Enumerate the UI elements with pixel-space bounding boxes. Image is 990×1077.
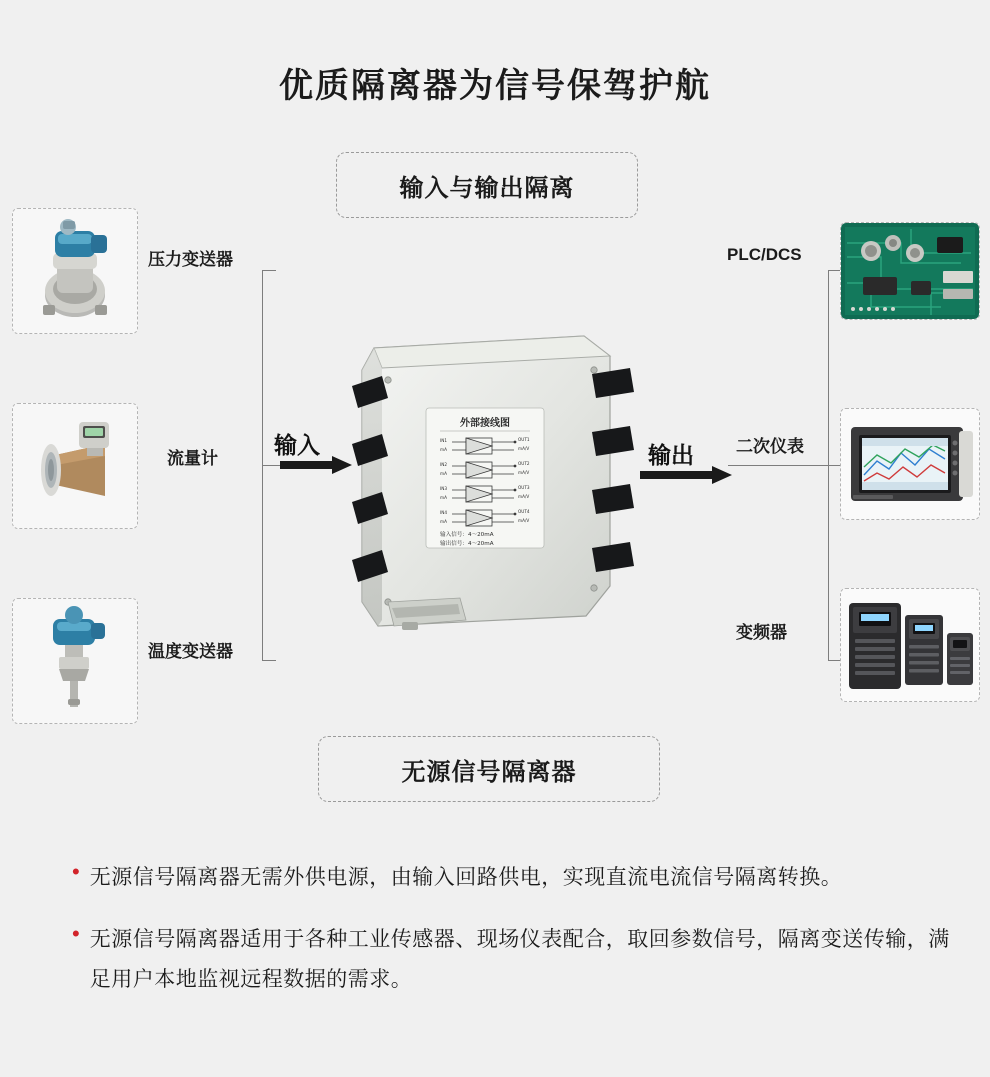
connector-line-pressure [262, 270, 276, 271]
svg-text:mA: mA [440, 495, 447, 500]
temperature-transmitter-photo [12, 598, 138, 724]
svg-text:输入信号：4～20mA: 输入信号：4～20mA [440, 532, 494, 538]
svg-text:OUT1: OUT1 [518, 437, 530, 442]
svg-text:IN2: IN2 [440, 462, 448, 467]
page-title: 优质隔离器为信号保驾护航 [279, 67, 711, 105]
label-pressure-transmitter: 压力变送器 [148, 250, 233, 269]
list-item [72, 858, 952, 898]
signal-isolator-device [348, 330, 638, 640]
svg-text:mA/V: mA/V [518, 494, 530, 499]
svg-text:IN1: IN1 [440, 438, 448, 443]
feature-bullet-list [72, 858, 952, 1022]
svg-text:IN3: IN3 [440, 486, 448, 491]
svg-text:输出信号：4～20mA: 输出信号：4～20mA [440, 541, 494, 547]
svg-text:mA: mA [440, 447, 447, 452]
connector-line-left-to-input [262, 465, 280, 466]
passive-isolator-callout-box: 无源信号隔离器 [318, 736, 660, 802]
list-item [72, 920, 952, 1000]
svg-text:OUT3: OUT3 [518, 485, 530, 490]
svg-text:mA: mA [440, 471, 447, 476]
frequency-inverter-photo [840, 588, 980, 702]
bullet-text-2: 无源信号隔离器适用于各种工业传感器、现场仪表配合，取回参数信号，隔离变送传输，满足用户本地监视远程数据的需求。 [89, 928, 950, 991]
svg-text:外部接线图: 外部接线图 [460, 418, 510, 429]
svg-text:OUT4: OUT4 [518, 509, 530, 514]
flow-meter-photo [12, 403, 138, 529]
isolation-callout-box: 输入与输出隔离 [336, 152, 638, 218]
svg-text:mA/V: mA/V [518, 518, 530, 523]
svg-text:mA: mA [440, 519, 447, 524]
svg-text:mA/V: mA/V [518, 446, 530, 451]
bullet-text-1: 无源信号隔离器无需外供电源，由输入回路供电，实现直流电流信号隔离转换。 [89, 866, 843, 889]
connector-line-recorder [828, 465, 840, 466]
label-flow-meter: 流量计 [167, 449, 218, 468]
paperless-recorder-photo [840, 408, 980, 520]
connector-line-plc [828, 270, 840, 271]
label-plc-dcs: PLC/DCS [727, 245, 802, 264]
connector-line-temperature [262, 660, 276, 661]
output-label: 输出 [648, 442, 694, 468]
label-temperature-transmitter: 温度变送器 [148, 642, 233, 661]
svg-text:mA/V: mA/V [518, 470, 530, 475]
svg-text:OUT2: OUT2 [518, 461, 530, 466]
svg-text:IN4: IN4 [440, 510, 448, 515]
plc-dcs-board-photo [840, 222, 980, 320]
bullet-dot-icon: • [72, 859, 80, 884]
label-frequency-inverter: 变频器 [736, 623, 787, 642]
label-secondary-instrument: 二次仪表 [736, 437, 804, 456]
pressure-transmitter-photo [12, 208, 138, 334]
bullet-dot-icon: • [72, 921, 80, 946]
input-label: 输入 [274, 432, 320, 458]
connector-line-output-to-right [728, 465, 828, 466]
connector-line-inverter [828, 660, 840, 661]
